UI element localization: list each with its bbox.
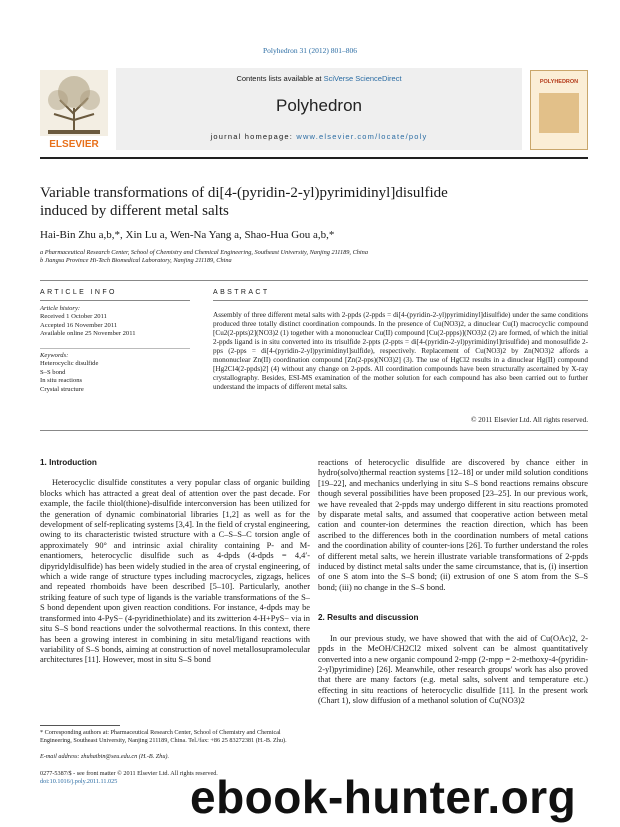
homepage-prefix: journal homepage: [210,132,297,141]
masthead-rule [40,157,588,159]
masthead [40,68,588,152]
journal-cover-thumbnail [530,70,588,150]
history-label: Article history: [40,305,81,312]
left-column [40,458,310,666]
author-list: Hai-Bin Zhu a,b,*, Xin Lu a, Wen-Na Yang a, Shao-Hua Gou a,b,* [40,229,335,241]
article-info-rule [40,300,190,301]
results-heading: 2. Results and discussion [318,613,419,623]
intro-heading: 1. Introduction [40,458,97,467]
results-paragraph: In our previous study, we have showed that with the aid of Cu(OAc)2, 2-ppds in the MeOH/CH2Cl2 mixed solvent can be almost quantitatively converted into a new organic compound 2-mpp (2-mpp = 2-methoxy-4-(pyridin-2-yl)pyrimidine) [26]. Meanwhile, other research groups' work has also proved that there are many factors (e.g. metal salts, solvent and temperature etc.) effecting in situ reactions of heterocyclic disulfide [11]. In the present work (Chart 1), slow diffusion of a methanol solution of Cu(NO3)2 [318,633,588,706]
title-line-1: Variable transformations of di[4-(pyridin-2-yl)pyrimidinyl]disulfide [40,185,448,201]
abstract-rule [213,300,588,301]
homepage-link[interactable]: www.elsevier.com/locate/poly [296,132,428,141]
abstract-text: Assembly of three different metal salts with 2-ppds (2-ppds = di[4-(pyridin-2-yl)pyrimidinyl]disulfide) under the same conditions produced three totally distinct coordination compounds. In the presence of Cu(NO3)2, a dinuclear Cu(I) macrocyclic compound [Cu2(2-ppts)2](NO3)2 (1) together with a mononuclear Cu(II) compound [Cu(2-ppps)](NO3)2 (2) are formed, of which the initial 2-ppds ligand is in situ converted into its trisulfide 2-ppts (2-ppts = di[4-(pyridin-2-yl)pyrimidinyl]trisulfide) and monosulfide 2-pps (2-pps = di[4-(pyridin-2-yl)pyrimidinyl]sulfide), respectively. Replacement of Cu(NO3)2 by Zn(NO3)2 affords a mononuclear Zn(II) coordination compound [Zn(2-pps)(NO3)2] (3). The use of HgCl2 results in a dinuclear Hg(II) compound [Hg2Cl4(2-ppds)2] (4) without any change on 2-ppds. All coordination compounds have been structurally ascertained by X-ray crystallography. Besides, ESI-MS examination of the mother solution for each compound has also been carried out to further understand the impacts of different metal salts. [213,311,588,391]
intro-paragraph-cont: reactions of heterocyclic disulfide are discovered by chance either in hydro(solvo)thermal reaction systems [12–18] or under mild solution conditions [19–22], and mechanics underlying in situ S–S bond reactions remains obscure though several possibilities have been proposed [23–25]. In our previous work, we have revealed that 2-ppds may undergo different in situ reactions promoted by disparate metal salts, and assumed that cooperative action between metal cation and counter-ion determines the reaction direction, which has been ascribed to the differences both in the coordination numbers of metal cations and the coordination ability of counter-ions [26]. To further understand the roles of different metal salts, we herein illustrate variable transformations of 2-ppds induced by distinct metal salts under the same circumstance, that is, (i) insertion of one S atom into the S–S bond; (ii) extrusion of one S atom from the S–S bond; (iii) no change in the S–S bond. [318,458,588,592]
publisher-logo-text: ELSEVIER [49,139,99,150]
separator-bottom [40,430,588,431]
footnote-rule [40,725,120,726]
copyright: © 2011 Elsevier Ltd. All rights reserved. [471,416,588,424]
article-info-heading: ARTICLE INFO [40,289,117,296]
elsevier-logo [40,70,108,150]
affiliation-a: a Pharmaceutical Research Center, School of Chemistry and Chemical Engineering, Southeast University, Nanjing 211189, China [40,249,368,256]
sciencedirect-link[interactable]: SciVerse ScienceDirect [323,74,402,83]
journal-homepage [116,132,522,141]
keyword: In situ reactions [40,377,83,385]
abstract-heading: ABSTRACT [213,289,270,296]
keywords-label: Keywords: [40,352,69,359]
contents-prefix: Contents lists available at [236,74,324,83]
affiliation-b: b Jiangsu Province Hi-Tech Biomedical Laboratory, Nanjing 211189, China [40,257,232,264]
title-line-2: induced by different metal salts [40,203,229,219]
cover-art [539,93,579,133]
issn-line: 0277-5387/$ - see front matter © 2011 Elsevier Ltd. All rights reserved. [40,770,218,777]
cover-label: POLYHEDRON [539,79,579,85]
doi-link[interactable]: doi:10.1016/j.poly.2011.11.025 [40,778,118,785]
footnote-corresponding: * Corresponding authors at: Pharmaceutical Research Center, School of Chemistry and Chemical Engineering, Southeast University, Nanjing 211189, China. Tel./fax: +86 25 83272381 (H.-B. Zhu). [40,729,287,744]
footnote-email[interactable]: E-mail address: zhuhaibin@seu.edu.cn (H.-B. Zhu). [40,753,170,760]
keywords [40,352,190,394]
contents-line [116,74,522,83]
accepted-date: Accepted 16 November 2011 [40,321,118,329]
keyword: S–S bond [40,368,66,376]
journal-title: Polyhedron [275,96,362,115]
received-date: Received 1 October 2011 [40,313,107,321]
keyword: Heterocyclic disulfide [40,360,99,368]
right-column [318,458,588,707]
masthead-center [116,68,522,150]
separator-top [40,280,588,281]
keyword: Crystal structure [40,385,84,393]
watermark-text: ebook-hunter.org [190,771,577,823]
article-history [40,305,190,339]
journal-reference[interactable]: Polyhedron 31 (2012) 801–806 [263,46,357,55]
intro-paragraph: Heterocyclic disulfide constitutes a very popular class of organic building blocks which has attracted a great deal of attention over the past decade. For example, the facile thiol(thione)-disulfide interconversion has been utilized for the generation of dynamic combinatorial libraries [1,2] as well as for the development of self-replicating systems [3,4]. In the field of crystal engineering, owing to its characteristic twisted structure with a C–S–S–C torsion angle of approximately 90° and intrinsic axial chirality containing P- and M-enantiomers, heterocyclic disulfide such as 4-dpds (4-dpds = 4,4′-dipyridyldisulfide) has been widely studied in the area of crystal engineering, of which a wide range of structure types including macrocycles, zigzags, helices and repeated rhomboids have been described [5–10]. Particularly, another striking feature of such type of ligands is the variable transformations of the S–S bond dependent upon given reaction conditions. For instance, 4-dpds may be transformed into 4-PyS− (4-pyridinethiolate) and its zwitterion 4-H+PyS− via in situ S–S bond reactions under the solvothermal reactions. In this context, there has been a growing interest in combining in situ metal/ligand reactions with variability of S–S bonds, aiming at construction of novel metallosupramolecular architectures [11]. However, most in situ S–S bond [40,478,311,665]
article-title [40,184,588,220]
online-date: Available online 25 November 2011 [40,330,136,338]
keywords-rule [40,348,190,349]
